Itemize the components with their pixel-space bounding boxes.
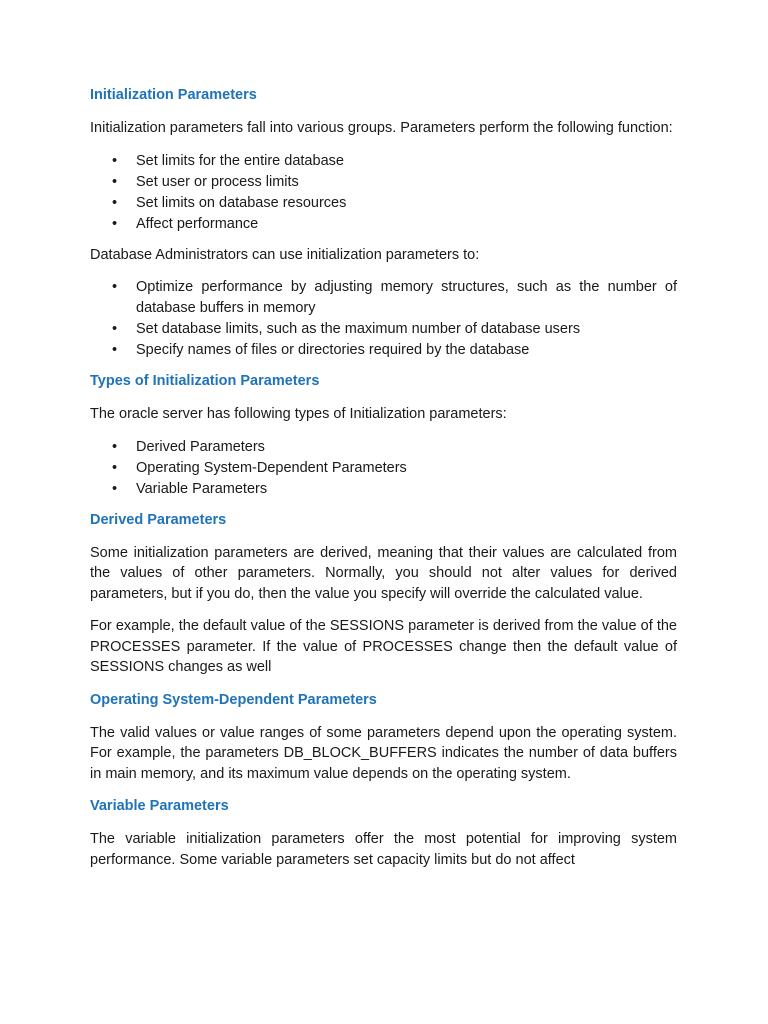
bullet-icon: • bbox=[112, 194, 118, 211]
list-item: • Derived Parameters bbox=[90, 437, 677, 458]
document-page bbox=[90, 85, 677, 870]
bullet-icon: • bbox=[112, 321, 118, 337]
init-intro-paragraph: Initialization parameters fall into various groups. Parameters perform the following function: bbox=[90, 120, 673, 136]
list-item: • Set limits on database resources bbox=[90, 193, 677, 214]
bullet-icon: • bbox=[112, 342, 118, 358]
bullet-icon: • bbox=[112, 459, 118, 476]
bullet-icon: • bbox=[112, 173, 118, 190]
bullet-icon: • bbox=[112, 215, 118, 232]
bullet-icon: • bbox=[112, 152, 118, 169]
heading-initialization-parameters: Initialization Parameters bbox=[90, 87, 257, 103]
list-item: • Specify names of files or directories required by the database bbox=[90, 340, 677, 361]
list-item: • Operating System-Dependent Parameters bbox=[90, 458, 677, 479]
bullet-icon: • bbox=[112, 480, 118, 497]
bullet-icon: • bbox=[112, 438, 118, 455]
variable-paragraph-1: The variable initialization parameters offer the most potential for improving system performance. Some variable parameters set capacity limits but do not affect bbox=[90, 831, 677, 868]
dba-intro-paragraph: Database Administrators can use initialization parameters to: bbox=[90, 246, 480, 263]
types-intro-paragraph: The oracle server has following types of Initialization parameters: bbox=[90, 406, 507, 422]
list-item: • Optimize performance by adjusting memory structures, such as the number of database buffers in memory bbox=[112, 279, 677, 316]
list-item: • Variable Parameters bbox=[90, 479, 677, 500]
list-item: • Set user or process limits bbox=[90, 172, 677, 193]
os-paragraph-1: The valid values or value ranges of some parameters depend upon the operating system. For example, the parameters DB_BLOCK_BUFFERS indicates the number of data buffers in main memory, and its maximum value depends on the operating system. bbox=[90, 724, 677, 782]
heading-variable-parameters: Variable Parameters bbox=[90, 798, 229, 814]
list-item: • Affect performance bbox=[90, 214, 677, 235]
list-item: • Set limits for the entire database bbox=[90, 151, 677, 172]
dba-uses-list bbox=[90, 277, 677, 361]
bullet-icon: • bbox=[112, 279, 118, 295]
list-item: • Set database limits, such as the maximum number of database users bbox=[90, 319, 677, 340]
types-list bbox=[90, 437, 677, 500]
derived-paragraph-2: For example, the default value of the SESSIONS parameter is derived from the value of the PROCESSES parameter. If the value of PROCESSES change then the default value of SESSIONS changes as well bbox=[90, 618, 677, 675]
heading-derived-parameters: Derived Parameters bbox=[90, 511, 227, 528]
heading-types-of-initialization-parameters: Types of Initialization Parameters bbox=[90, 373, 320, 389]
init-functions-list bbox=[90, 151, 677, 235]
heading-operating-system-dependent-parameters: Operating System-Dependent Parameters bbox=[90, 691, 377, 708]
derived-paragraph-1: Some initialization parameters are derived, meaning that their values are calculated from the values of other parameters. Normally, you should not alter values for derived parameters, but if you do, then the value you specify will override the calculated value. bbox=[90, 544, 677, 602]
